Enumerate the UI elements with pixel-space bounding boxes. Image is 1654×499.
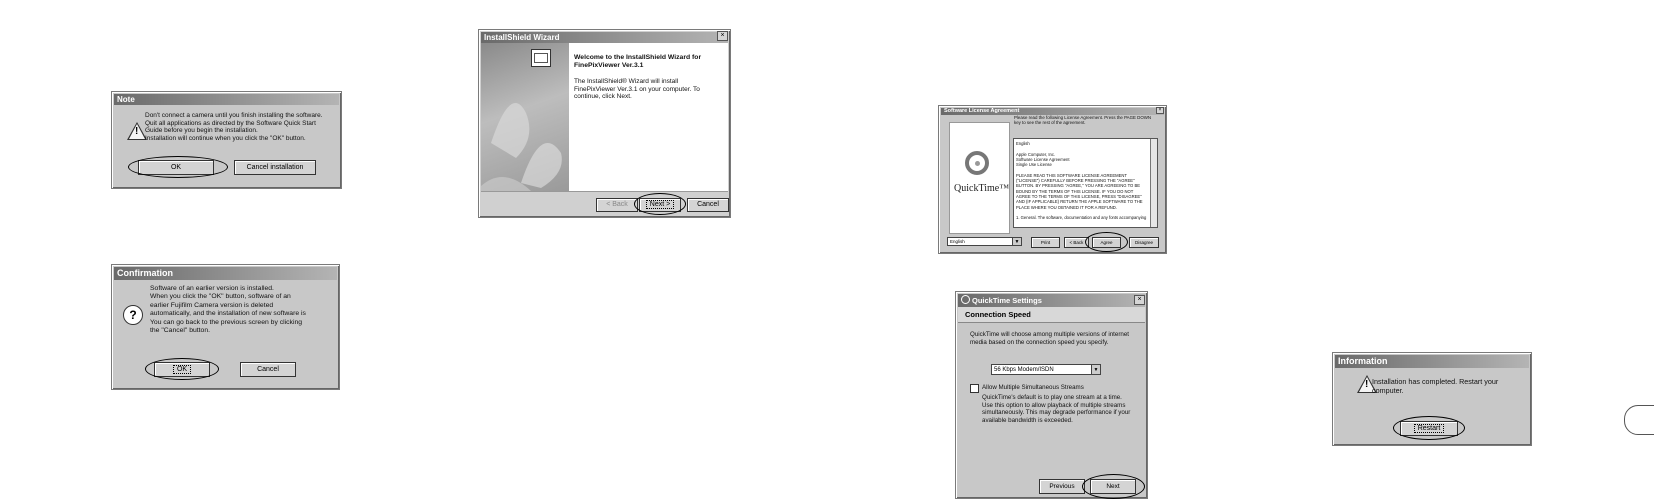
qt-settings-title-text: QuickTime Settings xyxy=(972,296,1042,305)
confirmation-title: Confirmation xyxy=(114,267,337,280)
note-dialog: Note ! Don't connect a camera until you finish installing the software. Quit all applications as directed by the Software Quick Start Guide before you begin the installation. Installation will continue when you click the "OK" button. OK Cancel installation xyxy=(111,91,342,189)
multiple-streams-checkbox[interactable] xyxy=(970,384,979,393)
confirmation-line: Software of an earlier version is installed. xyxy=(150,285,274,292)
license-line: BOUND BY THE TERMS OF THIS LICENSE. IF YOU DO NOT xyxy=(1016,188,1134,194)
qt-settings-title xyxy=(958,294,1145,307)
qt-help-line: QuickTime's default is to play one stream at a time. xyxy=(982,394,1122,401)
note-message xyxy=(145,112,337,142)
wizard-swoosh-graphic xyxy=(481,43,569,191)
license-line: PLACE WHERE YOU OBTAINED IT FOR A REFUND. xyxy=(1016,204,1117,210)
installshield-dialog xyxy=(478,29,731,218)
agree-button-label: Agree xyxy=(1100,240,1113,245)
confirmation-line: earlier Fujifilm Camera version is deleted xyxy=(150,301,274,309)
confirmation-message xyxy=(150,285,335,335)
next-button-label: Next xyxy=(1106,483,1120,490)
information-line: computer. xyxy=(1372,386,1404,395)
cancel-button-label: Cancel xyxy=(697,201,719,208)
cancel-button[interactable] xyxy=(687,198,729,212)
qt-help-line: Use this option to allow playback of multiple streams xyxy=(982,401,1126,409)
qt-description-line: QuickTime will choose among multiple versions of internet xyxy=(970,331,1129,338)
connection-speed-select[interactable] xyxy=(991,364,1101,375)
confirmation-line: When you click the "OK" button, software of an xyxy=(150,293,291,301)
wizard-heading: Welcome to the InstallShield Wizard for FinePixViewer Ver.3.1 xyxy=(574,54,702,69)
back-button-label: < Back xyxy=(1069,240,1084,245)
quicktime-settings-dialog xyxy=(955,291,1148,499)
license-line: English xyxy=(1016,141,1030,146)
license-line: Single Use License xyxy=(1016,162,1052,168)
disagree-button-label: Disagree xyxy=(1134,240,1153,245)
license-scrollbar[interactable] xyxy=(1150,139,1157,227)
information-dialog: Information ! Installation has completed. Restart your computer. Restart xyxy=(1332,352,1532,446)
qt-description-line: media based on the connection speed you specify. xyxy=(970,338,1109,346)
language-select[interactable] xyxy=(947,237,1022,246)
highlight-ellipse xyxy=(128,156,228,178)
quicktime-icon xyxy=(961,295,970,304)
highlight-ellipse xyxy=(145,358,219,380)
qt-help-text xyxy=(982,394,1142,424)
connection-speed-value: 56 Kbps Modem/ISDN xyxy=(994,367,1054,373)
note-line: Don't connect a camera until you finish installing the software. xyxy=(145,112,323,119)
license-instruction: Please read the following License Agreement. Press the PAGE DOWN key to see the rest of the agreement. xyxy=(1014,115,1152,125)
multiple-streams-label: Allow Multiple Simultaneous Streams xyxy=(982,384,1084,391)
license-dialog xyxy=(938,105,1167,254)
highlight-ellipse xyxy=(1085,232,1128,252)
information-line: Installation has completed. Restart your xyxy=(1372,377,1499,386)
close-icon[interactable]: × xyxy=(1134,295,1145,305)
information-message xyxy=(1372,377,1527,395)
page-edge-tab xyxy=(1624,405,1654,435)
license-line: AGREE TO THE TERMS OF THIS LICENSE, PRESS "DISAGREE" xyxy=(1016,193,1142,199)
highlight-ellipse xyxy=(1393,416,1465,440)
license-title: Software License Agreement xyxy=(941,108,1164,115)
ok-button-label: OK xyxy=(170,164,182,171)
close-icon[interactable]: × xyxy=(717,31,728,41)
question-icon: ? xyxy=(123,305,143,325)
ok-button-label: OK xyxy=(174,366,190,373)
confirmation-dialog xyxy=(111,264,340,390)
license-line: Apple Computer, Inc. xyxy=(1016,151,1056,157)
quicktime-logo-icon xyxy=(965,151,989,175)
connection-speed-heading: Connection Speed xyxy=(965,310,1031,319)
print-button-label: Print xyxy=(1040,240,1051,245)
chevron-down-icon: ▼ xyxy=(1012,238,1021,245)
note-line: Guide before you begin the installation. xyxy=(145,127,258,135)
quicktime-brand: QuickTime™ xyxy=(954,183,1009,194)
information-title: Information xyxy=(1335,355,1529,368)
note-line: Quit all applications as directed by the Software Quick Start xyxy=(145,119,316,127)
wizard-body: The InstallShield® Wizard will install FinePixViewer Ver.3.1 on your computer. To continue, click Next. xyxy=(574,78,700,101)
license-line: ("LICENSE") CAREFULLY BEFORE PRESSING THE "AGREE" xyxy=(1016,178,1135,184)
qt-description xyxy=(970,331,1140,346)
license-line: Software License Agreement xyxy=(1016,156,1070,162)
cancel-installation-button[interactable] xyxy=(234,160,316,175)
cancel-installation-label: Cancel installation xyxy=(246,164,304,171)
close-icon[interactable]: × xyxy=(1156,107,1164,114)
license-text xyxy=(1016,141,1148,220)
cancel-button-label: Cancel xyxy=(257,366,279,373)
setup-icon xyxy=(531,49,551,67)
next-button-label: Next > xyxy=(647,201,673,208)
previous-button-label: Previous xyxy=(1049,483,1075,490)
previous-button[interactable] xyxy=(1039,479,1085,494)
language-select-value: English xyxy=(950,239,965,244)
license-line: 1. General. The software, documentation and any fonts accompanying xyxy=(1016,215,1147,221)
confirmation-line: automatically, and the installation of new software is xyxy=(150,310,306,318)
license-line: BUTTON. BY PRESSING "AGREE," YOU ARE AGREEING TO BE xyxy=(1016,183,1141,189)
restart-button-label: Restart xyxy=(1415,425,1444,432)
cancel-button[interactable] xyxy=(240,362,296,377)
back-button-label: < Back xyxy=(606,201,628,208)
note-line: Installation will continue when you click the "OK" button. xyxy=(145,134,306,142)
license-line: AND (IF APPLICABLE) RETURN THE APPLE SOFTWARE TO THE xyxy=(1016,199,1143,205)
confirmation-line: You can go back to the previous screen by clicking xyxy=(150,318,303,326)
qt-help-line: simultaneously. This may degrade performance if your xyxy=(982,409,1131,417)
back-button[interactable] xyxy=(596,198,638,212)
highlight-ellipse xyxy=(634,193,686,215)
license-text-area[interactable] xyxy=(1013,138,1158,228)
wizard-side-panel xyxy=(481,43,569,191)
divider xyxy=(481,191,728,192)
print-button[interactable] xyxy=(1031,237,1060,248)
note-title: Note xyxy=(114,94,339,105)
qt-settings-header xyxy=(958,307,1145,323)
confirmation-line: the "Cancel" button. xyxy=(150,327,210,335)
qt-help-line: available bandwidth is exceeded. xyxy=(982,416,1073,424)
chevron-down-icon: ▼ xyxy=(1091,365,1100,374)
highlight-ellipse xyxy=(1082,474,1145,499)
disagree-button[interactable] xyxy=(1129,237,1159,248)
license-line: PLEASE READ THIS SOFTWARE LICENSE AGREEMENT xyxy=(1016,172,1127,178)
quicktime-logo-panel xyxy=(949,122,1010,234)
installshield-title: InstallShield Wizard xyxy=(481,32,728,43)
